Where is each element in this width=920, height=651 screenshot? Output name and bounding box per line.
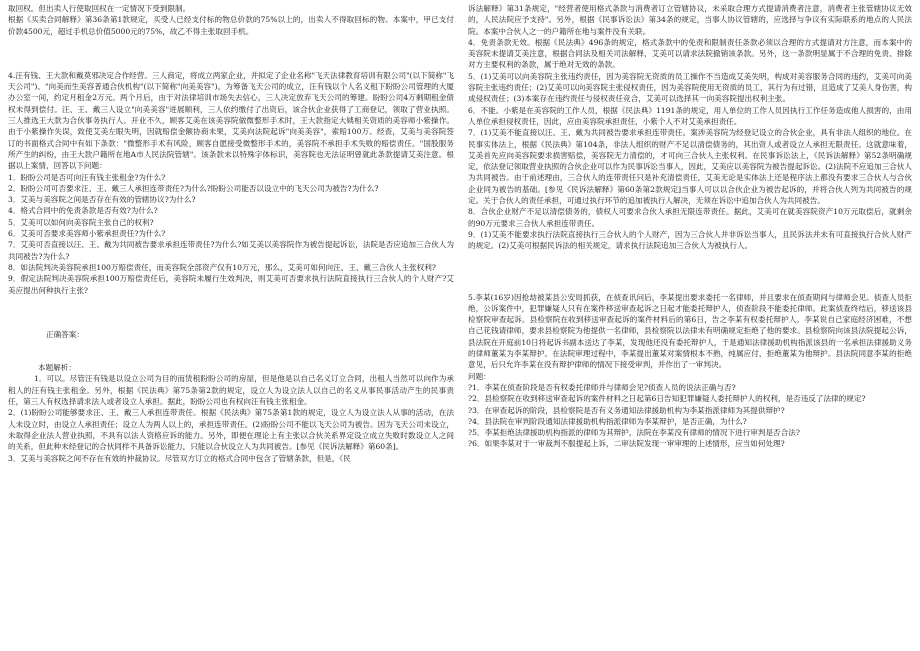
analysis-paragraph: 5．(1)艾美可以向美容院主张违约责任，因为美容院无资质的员工操作不当造成艾美失明，构成对美容服务合同的违约，艾美可向美容院主张违约责任；(2)艾美可以向美容院主张侵权责任，因为美容院使用无资质的员工，其行为有过错，且造成了艾美人身伤害，构成侵权责任；(3)本案存在违约责任与侵权责任竞合，艾美可以选择其一向美容院提出权利主张。 bbox=[468, 71, 912, 104]
analysis-paragraph: 3．艾美与美容院之间不存在有效的仲裁协议。尽管双方订立的格式合同中包含了管辖条款，但是，《民 bbox=[8, 453, 351, 463]
spacer bbox=[8, 340, 454, 362]
analysis-paragraph: 诉法解释》第31条规定，"经营者使用格式条款与消费者订立管辖协议，未采取合理方式提请消费者注意，消费者主张管辖协议无效的，人民法院应予支持"。另外，根据《民事诉讼法》第34条的规定，当事人协议管辖的，应选择与争议有实际联系的地点的人民法院。本案中合伙人之一的户籍所在地与案件没有关联。 bbox=[468, 4, 912, 36]
analysis-paragraph: 4．免责条款无效。根据《民法典》496条的规定，格式条款中的免责和限制责任条款必须以合理的方式提请对方注意，而本案中的美容院未提请艾美注意，根据合同法及相关司法解释，艾美可以请求法院撤销该条款。另外，这一条款明显属于不合理的免责、排除对方主要权利的条款，属于绝对无效的条款。 bbox=[468, 37, 912, 70]
spacer bbox=[8, 296, 454, 329]
question-item: 6．艾美可否要求美容师小紫承担责任?为什么? bbox=[8, 229, 166, 239]
question-item: ?3．在审查起诉的阶段，县检察院是否有义务通知法律援助机构为李某指派律师为其提供辩护? bbox=[468, 405, 785, 415]
analysis-paragraph: 7．(1)艾美不能直接以汪、王、戴为共同被告要求承担连带责任。案涉美容院为经登记设立的合伙企业，具有非法人组织的地位。在民事实体法上，根据《民法典》第104条，非法人组织的财产不足以清偿债务的，其出资人或者设立人承担无限责任。这就意味着，艾美首先应向美容院要求损害赔偿，美容院无力清偿的，才可向三合伙人主张权利。在民事诉讼法上，《民诉法解释》第52条明确规定，依法登记领取营业执照的合伙企业可以作为民事诉讼当事人，因此，艾美应以美容院为被告提起诉讼。(2)法院不应追加三合伙人为共同被告。由于前述理由，三合伙人的连带责任只是补充清偿责任，艾美无论是实体法上还是程序法上都没有要求三合伙人与合伙企业同为被告的基础。[参见《民诉法解释》第60条第2款规定]当事人可以以合伙企业为被告起诉的，并将合伙人列为共同被告的规定。关于合伙人的责任承担，可通过执行环节的追加被执行人解决，无须在诉讼中追加合伙人为共同被告。 bbox=[468, 128, 912, 206]
analysis-paragraph: 2．(1)盼盼公司能够要求汪、王、戴三人承担连带责任。根据《民法典》第75条第1款的规定，设立人为设立法人从事的活动，在法人未设立时，由设立人承担责任；设立人为两人以上的，承担连带责任。(2)盼盼公司不能以飞天公司为被告。因为飞天公司未设立，未取得企业法人营业执照，不具有以法人资格应诉的能力。另外，即便在理论上有主张以合伙关系界定设立成立失败时数设立人之间的关系，但此种未经登记的合伙同样不具备诉讼能力，只能以合伙设立人为共同被告。[参见《民诉法解释》第60条]。 bbox=[8, 408, 454, 452]
spacer bbox=[468, 252, 912, 292]
intro-paragraph: 取回权。但出卖人行使取回权在一定情况下受到限制。 bbox=[8, 4, 191, 13]
question-item: ?4．县法院在审判阶段通知法律援助机构指派律师为李某辩护，是否正确，为什么? bbox=[468, 416, 747, 426]
analysis-paragraph: 1．可以。尽管汪有钱是以设立公司为目的而赁租盼盼公司的房屋，但是他是以自己名义订立合同，出租人当然可以向作为承租人的汪有钱主张租金。另外，根据《民法典》第75条第2款的规定，设立人为设立法人以自己的名义从事民事活动产生的民事责任，第三人有权选择请求法人或者设立人承担。据此，盼盼公司也有权向汪有钱主张租金。 bbox=[8, 374, 454, 407]
right-column bbox=[468, 3, 912, 450]
question-item: 9．假定法院判决美容院承担100万赔偿责任后，美容院未履行生效判决，则艾美可否要求执行法院直接执行三合伙人的个人财产?艾美应提出何种执行主张? bbox=[8, 274, 454, 295]
analysis-paragraph: 8．合伙企业财产不足以清偿债务的，债权人可要求合伙人承担无限连带责任。据此，艾美可在就美容院资产10万元取偿后，就剩余的90万元要求三合伙人承担连带责任。 bbox=[468, 207, 912, 228]
question-item: 1．盼盼公司是否可向汪有钱主张租金?为什么? bbox=[8, 172, 166, 182]
question-item: ?5．李某拒绝法律援助机构指派的律师为其辩护，法院在李某没有律师的情况下进行审判是否合法? bbox=[468, 428, 800, 438]
question-item: ?2．县检察院在收到移送审查起诉的案件材料之日起第6日告知犯罪嫌疑人委托辩护人的权利，是否违反了法律的规定? bbox=[468, 394, 866, 404]
question-item: 5．艾美可以如何向美容院主张自己的权利? bbox=[8, 217, 154, 227]
question-item: 2．盼盼公司可否要求汪、王、戴三人承担连带责任?为什么?盼盼公司能否以设立中的飞天公司为被告?为什么? bbox=[8, 183, 379, 193]
questions-label: 问题： bbox=[468, 371, 491, 381]
analysis-paragraph: 6．不能。小紫是在美容院的工作人员，根据《民法典》1191条的规定，用人单位的工作人员因执行工作任务造成他人损害的，由用人单位承担侵权责任，因此，应由美容院承担责任，小紫个人不对艾美承担责任。 bbox=[468, 105, 912, 126]
intro-paragraph: 根据《买卖合同解释》第36条第1款规定，买受人已经支付标的物总价款的75%以上的，出卖人不得取回标的物。本案中，甲已支付价款4500元，超过手机总价值5000元的75%，故乙不得主张取回手机。 bbox=[8, 15, 454, 36]
question-item: ?6．如果李某对于一审裁判不服提起上诉，二审法院发现一审审理的上述情形，应当如何处理? bbox=[468, 439, 785, 449]
answer-label: 正确答案： bbox=[46, 329, 84, 339]
left-column bbox=[8, 3, 454, 464]
case-4-text: 4.汪有钱、王大款和戴莫邪决定合作经营。三人商定，将成立两家企业，并拟定了企业名称"飞天法律教育培训有限公司"(以下简称"飞天公司")、"向美而生美容普通合伙机构"(以下简称"向美美容")。为筹备飞天公司的成立，汪有钱以个人名义租下盼盼公司管理的大厦办公室一间，约定月租金2万元。两个月后，由于对法律培训市场失去信心，三人决定放弃飞天公司的筹建。盼盼公司4万剩期租金债权未得到偿付。汪、王、戴三人设立"向美美容"进展顺利，三人依约缴付了出资后，该合伙企业获得了工商登记，领取了营业执照。三人推选王大款为合伙事务执行人。开业不久，顾客艾美在该美容院做微整形手术时，王大款指定大姨相关资质的美容师小紫操作。由于小紫操作失误，致使艾美左眼失明，因就赔偿金额协商未果，艾美向法院起诉"向美美容"，索赔100万。经查，艾美与美容院签订的书面格式合同中有如下条款："微整形手术有风险，顾客自愿接受微整形手术的，美容院不承担手术失败的赔偿责任。"国股服务所产生的纠纷，由王大款户籍所在地A市人民法院管辖"。该条款未以特殊字体标识，美容院也无法证明曾就此条款提请艾美注意。根据以上案情，回答以下问题： bbox=[8, 70, 454, 171]
question-item: 8．如法院判决美容院承担100万赔偿责任，而美容院全部资产仅有10万元，那么，艾美可如何向汪、王、戴三合伙人主张权利? bbox=[8, 262, 436, 272]
question-item: ?1．李某在侦查阶段是否有权委托律师并与律师会见?侦查人员的说法正确与否? bbox=[468, 382, 736, 392]
analysis-paragraph: 9．(1)艾美不能要求执行法院直接执行三合伙人的个人财产，因为三合伙人并非诉讼当事人，且民诉法并未有可直接执行合伙人财产的规定。(2)艾美可根据民诉法的相关规定，请求执行法院追加三合伙人为被执行人。 bbox=[468, 229, 912, 251]
question-item: 3．艾美与美容院之间是否存在有效的管辖协议?为什么? bbox=[8, 195, 196, 205]
analysis-label: 本题解析： bbox=[38, 363, 76, 373]
question-item: 7．艾美可否直接以汪、王、戴为共同被告要求承担连带责任?为什么?如艾美以美容院作为被告提起诉讼，法院是否应追加三合伙人为共同被告?为什么? bbox=[8, 240, 454, 261]
case-5-text: 5.李某(16岁)因抢劫被某县公安局抓获，在侦查讯问后，李某提出要求委托一名律师，并且要求在侦查期间与律师会见。侦查人员拒绝，公诉案件中，犯罪嫌疑人只有在案件移送审查起诉之日起才能委托辩护人，侦查阶段不能委托律师。此案侦查终结后，移送该县检察院审查起诉。县检察院在收到移送审查起诉的案件材料后的第6日，告之李某有权委托辩护人。李某说自己家庭经济困难，不想自己花钱请律师，要求县检察院为他提供一名律师，县检察院以法律未有明确规定拒绝了他的要求。县检察院向该县法院提起公诉，县法院在开庭前10日将起诉书副本送达了李某，发现他还没有委托辩护人，于是通知法律援助机构指派该县的一名承担法律援助义务的律师董某为李某辩护。在法院审理过程中，李某提出董某对案情根本不熟，纯属应付，拒绝董某为他辩护。县法院同意李某的拒绝意见，后只允许李某在没有辩护律师的情况下接受审判，并作出了一审判决。 bbox=[468, 292, 912, 370]
spacer bbox=[8, 37, 454, 70]
question-item: 4．格式合同中的免责条款是否有效?为什么? bbox=[8, 206, 158, 216]
